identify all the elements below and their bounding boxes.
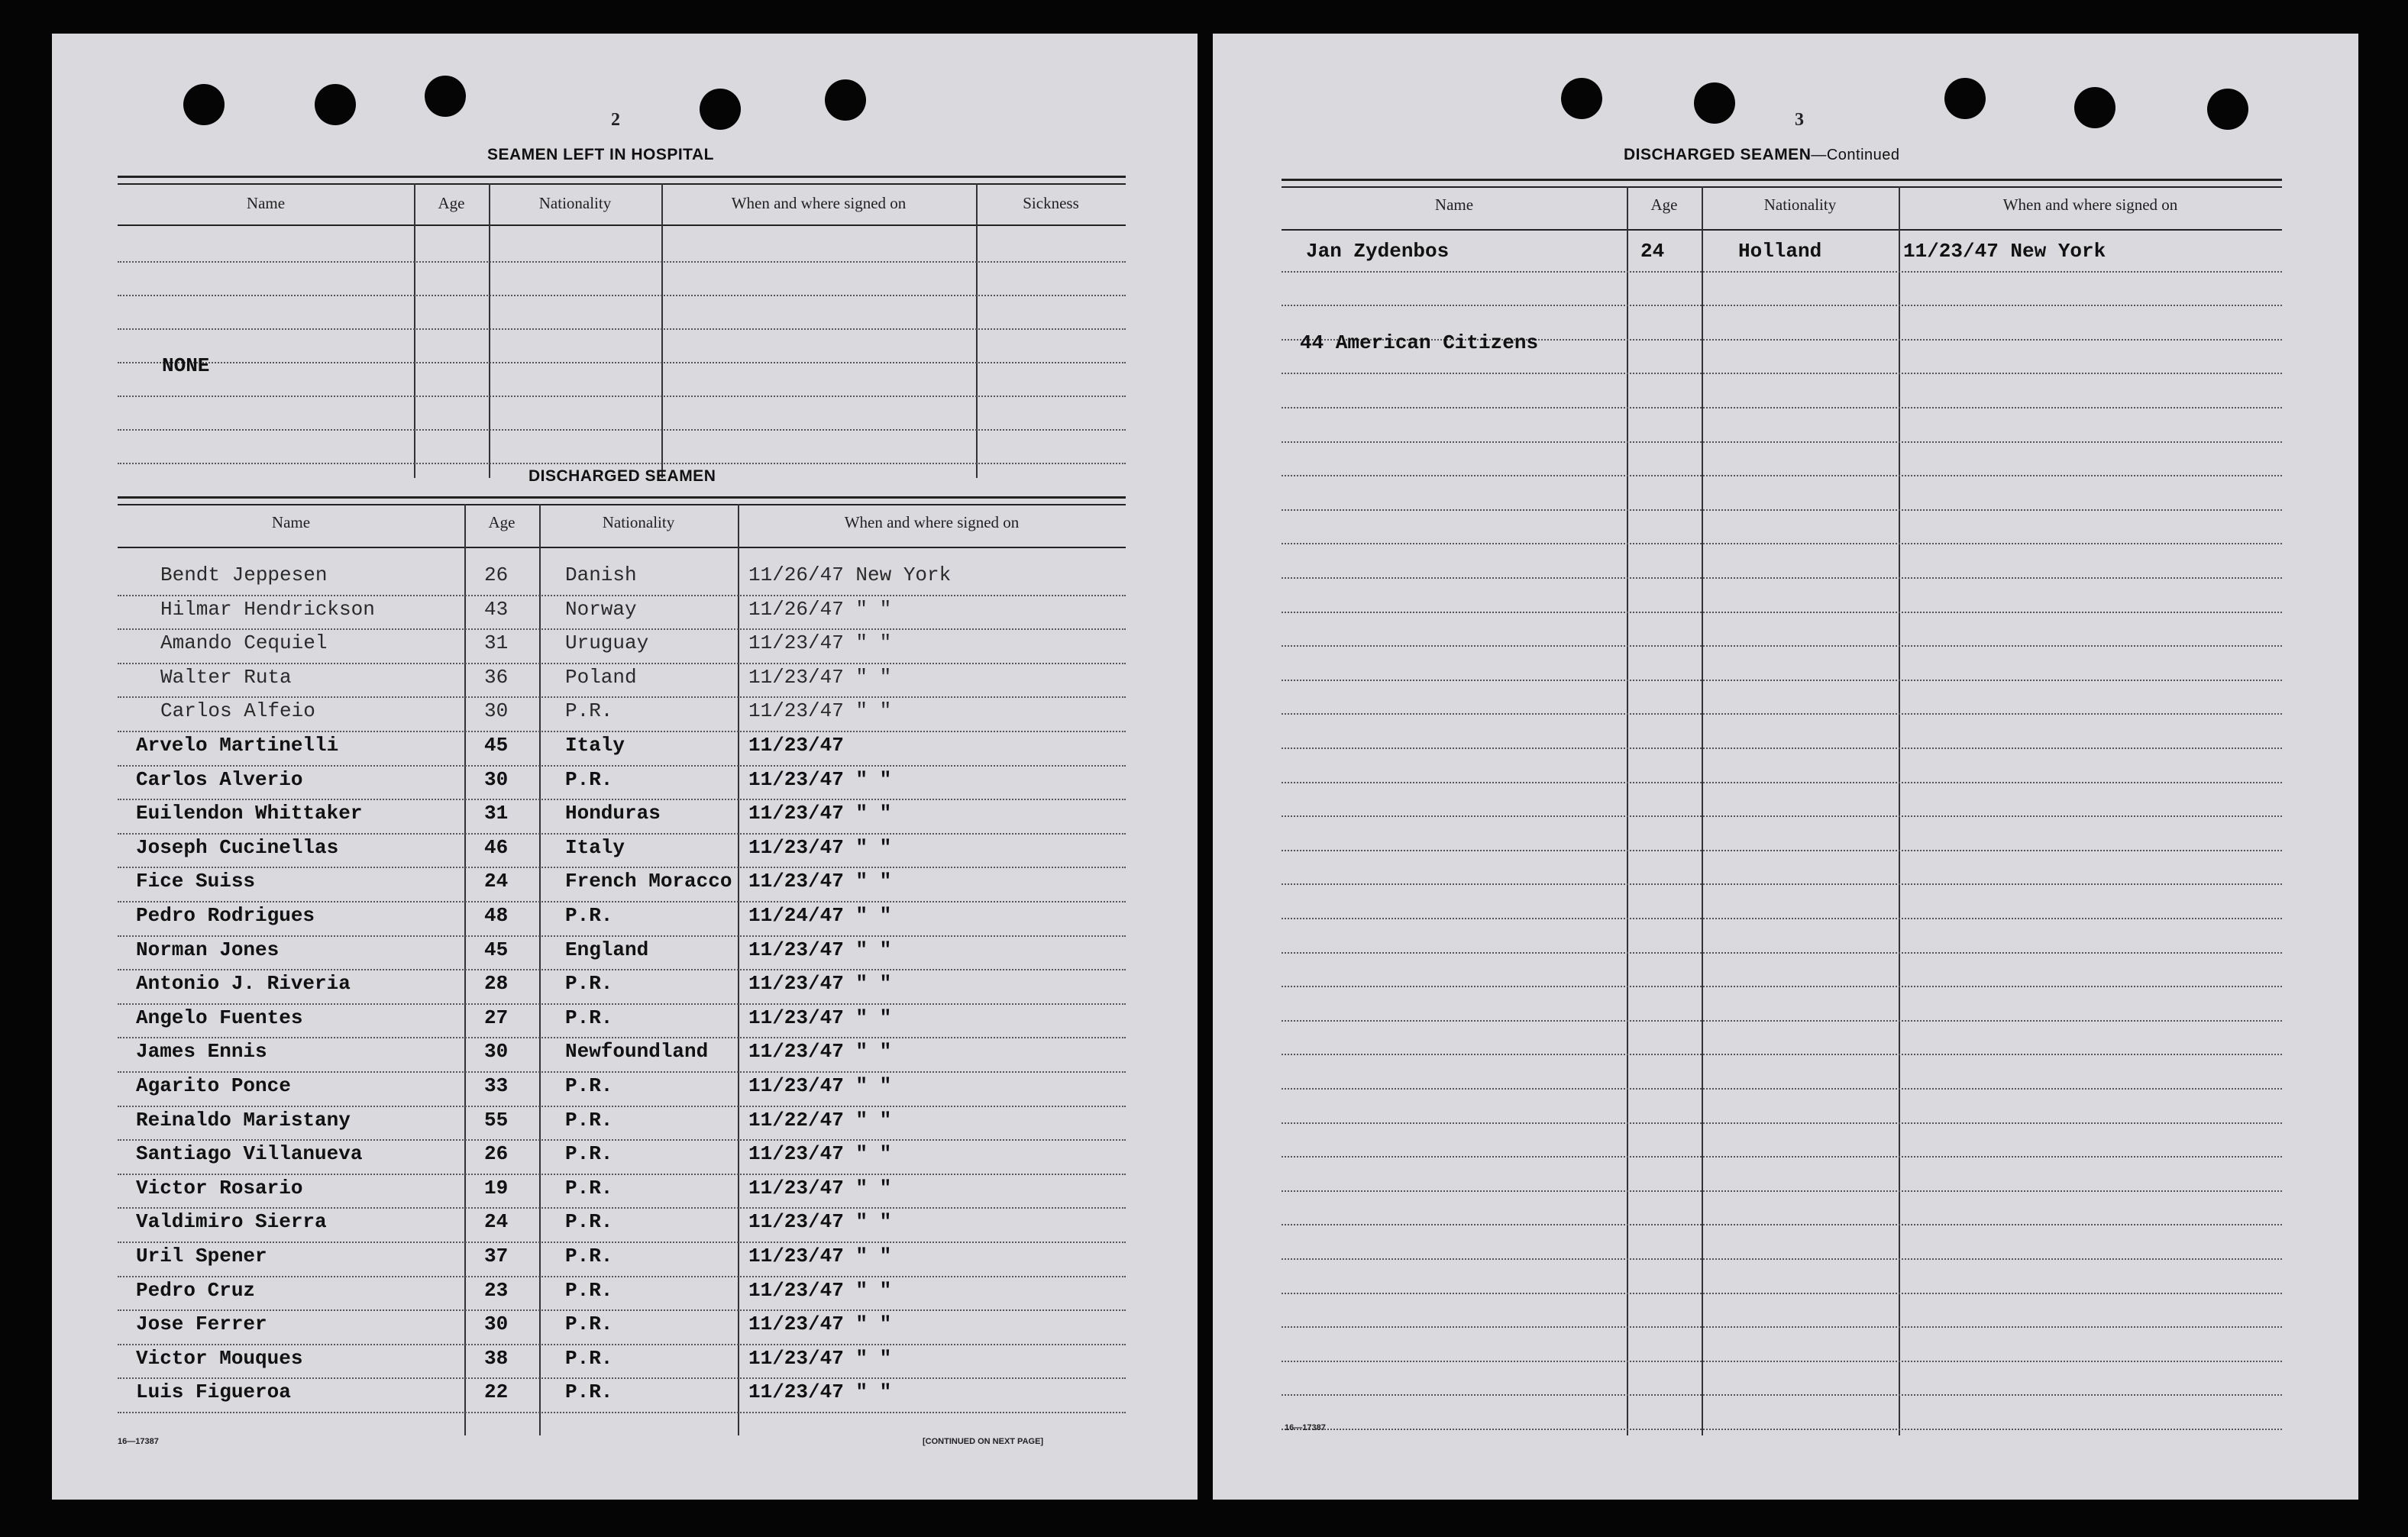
continued-title [1624,146,1900,164]
seaman-signed-on: 11/23/47 " " [748,1380,892,1404]
seaman-signed-on: 11/26/47 New York [748,563,952,586]
seaman-nationality: P.R. [565,972,613,996]
seaman-nationality: Uruguay [565,631,649,655]
seaman-age: 43 [484,597,509,621]
seaman-nationality: P.R. [565,1108,613,1132]
seaman-age: 31 [484,802,509,825]
hospital-header-age: Age [438,194,465,212]
seaman-nationality: Honduras [565,802,661,825]
seaman-nationality: P.R. [565,1210,613,1234]
seaman-signed-on: 11/23/47 " " [748,665,892,689]
seaman-signed-on: 11/26/47 " " [748,597,892,621]
seaman-nationality: P.R. [565,1006,613,1029]
seaman-age: 26 [484,1142,509,1166]
seaman-signed-on: 11/23/47 [748,734,844,757]
seaman-name: Arvelo Martinelli [136,734,339,757]
seaman-name: Pedro Cruz [136,1278,256,1302]
seaman-name: Reinaldo Maristany [136,1108,351,1132]
seaman-name: Carlos Alfeio [160,699,315,723]
seaman-age: 48 [484,904,509,927]
seaman-name: Jose Ferrer [136,1313,267,1336]
seaman-name: James Ennis [136,1040,267,1064]
seaman-signed-on: 11/23/47 " " [748,1313,892,1336]
seaman-age: 28 [484,972,509,996]
continued-header-signed: When and where signed on [2002,195,2178,214]
seaman-age: 22 [484,1380,509,1404]
seaman-name: Agarito Ponce [136,1074,291,1097]
seaman-signed-on: 11/23/47 " " [748,1074,892,1097]
punch-hole [1561,78,1602,119]
hospital-entry: NONE [162,354,210,377]
seaman-name: Joseph Cucinellas [136,835,339,859]
continued-header-nationality: Nationality [1763,195,1837,214]
seaman-age: 23 [484,1278,509,1302]
seaman-age: 30 [484,767,509,791]
seaman-age: 26 [484,563,509,586]
seaman-name: Norman Jones [136,938,280,961]
seaman-age: 24 [1640,240,1665,263]
discharged-title: DISCHARGED SEAMEN [528,467,716,485]
seaman-signed-on: 11/23/47 " " [748,767,892,791]
seaman-nationality: P.R. [565,904,613,927]
seaman-name: Luis Figueroa [136,1380,291,1404]
seaman-signed-on: 11/23/47 " " [748,835,892,859]
seaman-signed-on: 11/23/47 " " [748,1210,892,1234]
seaman-signed-on: 11/23/47 " " [748,972,892,996]
seaman-nationality: French Moracco [565,870,732,893]
discharged-header-nationality: Nationality [602,513,675,531]
seaman-name: Pedro Rodrigues [136,904,315,927]
seaman-name: Euilendon Whittaker [136,802,363,825]
discharged-header-signed: When and where signed on [844,513,1020,531]
seaman-age: 46 [484,835,509,859]
seaman-name: Angelo Fuentes [136,1006,303,1029]
seaman-age: 30 [484,699,509,723]
hospital-header-signed: When and where signed on [731,194,907,212]
seaman-nationality: P.R. [565,1313,613,1336]
seaman-nationality: Holland [1738,240,1822,263]
seaman-name: Walter Ruta [160,665,292,689]
hospital-header-sickness: Sickness [1023,194,1079,212]
punch-hole [183,84,225,125]
seaman-age: 36 [484,665,509,689]
seaman-name: Hilmar Hendrickson [160,597,375,621]
seaman-age: 31 [484,631,509,655]
continued-header-name: Name [1434,195,1474,214]
seaman-signed-on: 11/23/47 " " [748,802,892,825]
seaman-name: Victor Mouques [136,1346,303,1370]
continued-note: [CONTINUED ON NEXT PAGE] [923,1437,1044,1446]
hospital-title: SEAMEN LEFT IN HOSPITAL [487,146,714,163]
seaman-nationality: P.R. [565,1142,613,1166]
seaman-nationality: P.R. [565,1278,613,1302]
punch-hole [1944,78,1986,119]
seaman-name: Antonio J. Riveria [136,972,351,996]
seaman-name: Valdimiro Sierra [136,1210,327,1234]
seaman-nationality: Italy [565,835,625,859]
seaman-signed-on: 11/23/47 " " [748,1278,892,1302]
seaman-nationality: Newfoundland [565,1040,709,1064]
seaman-name: Amando Cequiel [160,631,328,655]
seaman-nationality: P.R. [565,1176,613,1200]
seaman-signed-on: 11/23/47 New York [1903,240,2106,263]
punch-hole [425,76,466,117]
seaman-age: 45 [484,938,509,961]
seaman-age: 27 [484,1006,509,1029]
continued-header-age: Age [1650,195,1678,214]
seaman-signed-on: 11/23/47 " " [748,1346,892,1370]
continued-title-suffix: —Continued [1811,147,1900,163]
hospital-header-nationality: Nationality [538,194,612,212]
seaman-age: 38 [484,1346,509,1370]
seaman-signed-on: 11/23/47 " " [748,1006,892,1029]
punch-hole [2074,87,2115,128]
seaman-name: Jan Zydenbos [1306,240,1450,263]
punch-hole [700,89,741,130]
page-number: 3 [1795,110,1804,130]
seaman-nationality: P.R. [565,1245,613,1267]
seaman-nationality: Danish [565,563,637,586]
seaman-name: Uril Spener [136,1245,267,1267]
punch-hole [2207,89,2248,130]
seaman-age: 24 [484,1210,509,1234]
seaman-nationality: Norway [565,597,637,621]
seaman-nationality: P.R. [565,1380,613,1404]
right-page [1213,34,2358,1500]
form-number: 16—17387 [118,1437,159,1446]
seaman-age: 24 [484,870,509,893]
seaman-age: 45 [484,734,509,757]
seaman-age: 30 [484,1313,509,1336]
left-page [52,34,1198,1500]
punch-hole [1694,82,1735,124]
form-number: 16—17387 [1285,1423,1326,1432]
seaman-signed-on: 11/24/47 " " [748,904,892,927]
page-number: 2 [611,110,620,130]
seaman-age: 55 [484,1108,509,1132]
seaman-signed-on: 11/23/47 " " [748,938,892,961]
seaman-nationality: P.R. [565,1074,613,1097]
seaman-age: 37 [484,1245,509,1267]
seaman-name: Bendt Jeppesen [160,563,328,586]
seaman-signed-on: 11/23/47 " " [748,699,892,723]
seaman-nationality: England [565,938,649,961]
seaman-nationality: Italy [565,734,625,757]
hospital-header-name: Name [246,194,286,212]
seaman-signed-on: 11/23/47 " " [748,1176,892,1200]
discharged-header-age: Age [488,513,516,531]
continued-title-main: DISCHARGED SEAMEN [1624,146,1812,163]
seaman-signed-on: 11/23/47 " " [748,631,892,655]
seaman-signed-on: 11/22/47 " " [748,1108,892,1132]
punch-hole [825,79,866,121]
seaman-signed-on: 11/23/47 " " [748,870,892,893]
discharged-header-name: Name [271,513,311,531]
seaman-name: Carlos Alverio [136,767,303,791]
seaman-age: 30 [484,1040,509,1064]
seaman-name: Fice Suiss [136,870,256,893]
seaman-name: Victor Rosario [136,1176,303,1200]
punch-hole [315,84,356,125]
seaman-name: Santiago Villanueva [136,1142,363,1166]
seaman-signed-on: 11/23/47 " " [748,1142,892,1166]
seaman-nationality: Poland [565,665,637,689]
citizens-note: 44 American Citizens [1300,331,1539,354]
seaman-signed-on: 11/23/47 " " [748,1040,892,1064]
seaman-nationality: P.R. [565,1346,613,1370]
seaman-nationality: P.R. [565,699,613,723]
seaman-age: 33 [484,1074,509,1097]
seaman-signed-on: 11/23/47 " " [748,1245,892,1267]
seaman-age: 19 [484,1176,509,1200]
seaman-nationality: P.R. [565,767,613,791]
